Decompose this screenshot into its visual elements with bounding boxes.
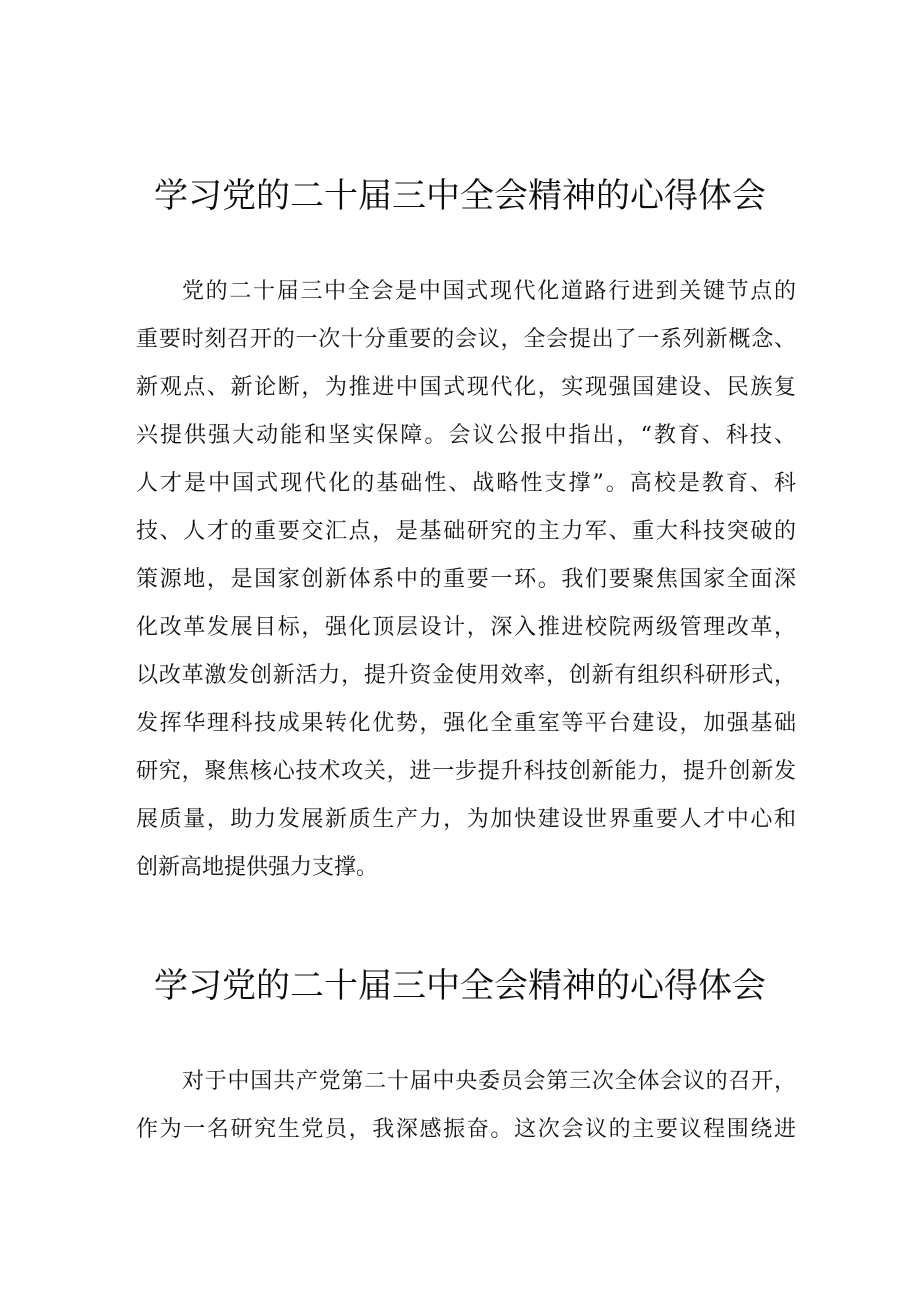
paragraph-line: 人才是中国式现代化的基础性、战略性支撑”。高校是教育、科 [136, 471, 796, 496]
paragraph-line: 发挥华理科技成果转化优势，强化全重室等平台建设，加强基础 [136, 711, 796, 736]
paragraph-line: 作为一名研究生党员，我深感振奋。这次会议的主要议程围绕进 [136, 1117, 796, 1142]
section-paragraph [136, 276, 796, 900]
paragraph-line: 技、人才的重要交汇点，是基础研究的主力军、重大科技突破的 [136, 519, 796, 544]
paragraph-line: 以改革激发创新活力，提升资金使用效率，创新有组织科研形式， [136, 663, 796, 688]
paragraph-line: 党的二十届三中全会是中国式现代化道路行进到关键节点的 [182, 279, 796, 304]
paragraph-line: 研究，聚焦核心技术攻关，进一步提升科技创新能力，提升创新发 [136, 759, 796, 784]
paragraph-line: 策源地，是国家创新体系中的重要一环。我们要聚焦国家全面深 [136, 567, 796, 592]
paragraph-line: 兴提供强大动能和坚实保障。会议公报中指出，“教育、科技、 [136, 423, 796, 448]
paragraph-line: 创新高地提供强力支撑。 [136, 855, 379, 880]
paragraph-line: 重要时刻召开的一次十分重要的会议，全会提出了一系列新概念、 [136, 327, 796, 352]
paragraph-line: 化改革发展目标，强化顶层设计，深入推进校院两级管理改革， [136, 615, 796, 640]
section-paragraph [136, 1066, 796, 1162]
paragraph-line: 新观点、新论断，为推进中国式现代化，实现强国建设、民族复 [136, 375, 796, 400]
paragraph-line: 展质量，助力发展新质生产力，为加快建设世界重要人才中心和 [136, 807, 796, 832]
section-title: 学习党的二十届三中全会精神的心得体会 [154, 966, 766, 1006]
section-title: 学习党的二十届三中全会精神的心得体会 [154, 176, 766, 216]
paragraph-line: 对于中国共产党第二十届中央委员会第三次全体会议的召开， [182, 1069, 796, 1094]
